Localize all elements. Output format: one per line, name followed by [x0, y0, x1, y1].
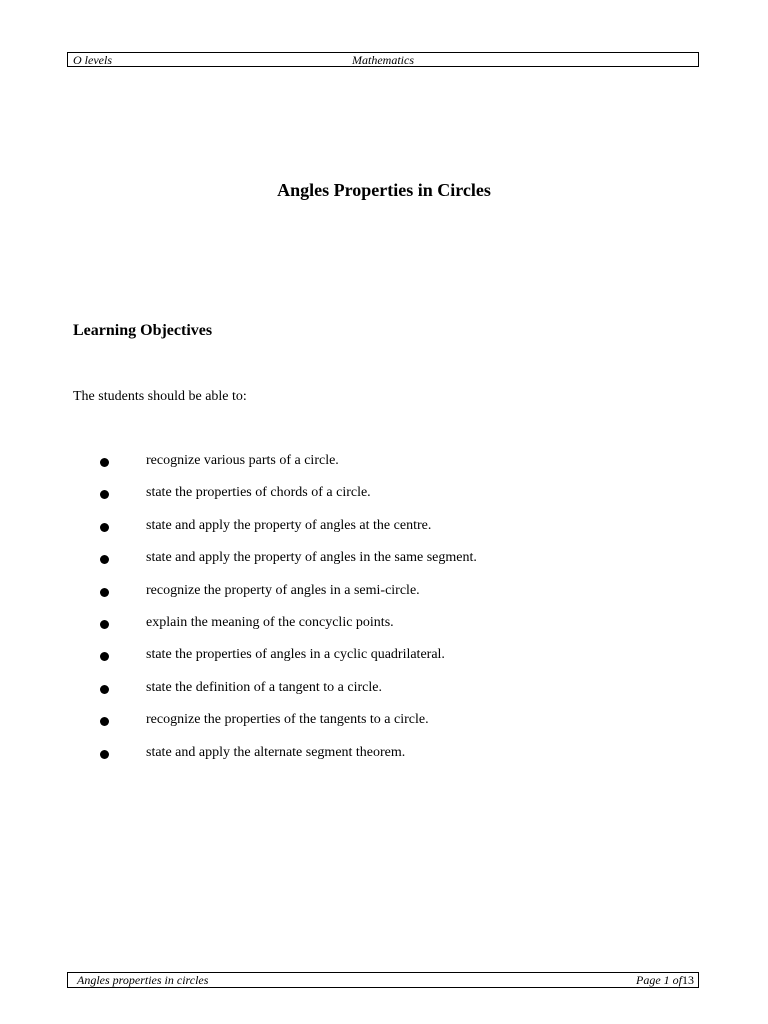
- document-title: Angles Properties in Circles: [277, 180, 491, 200]
- bullet-icon: [100, 458, 109, 467]
- list-item: [0, 518, 768, 550]
- objective-text: explain the meaning of the concyclic points.: [146, 614, 394, 630]
- list-item: [0, 453, 768, 485]
- intro-text: The students should be able to:: [73, 389, 247, 404]
- page-number: [636, 973, 694, 987]
- bullet-icon: [100, 750, 109, 759]
- bullet-icon: [100, 490, 109, 499]
- objective-text: recognize the property of angles in a semi-circle.: [146, 582, 420, 598]
- list-item: [0, 647, 768, 679]
- objectives-list: [0, 453, 768, 777]
- objective-text: state the properties of angles in a cyclic quadrilateral.: [146, 647, 445, 663]
- objective-text: state and apply the alternate segment theorem.: [146, 744, 406, 760]
- bullet-icon: [100, 717, 109, 726]
- objective-text: state the properties of chords of a circle.: [146, 485, 371, 501]
- objective-text: state and apply the property of angles at the centre.: [146, 517, 432, 533]
- header-subject: Mathematics: [352, 53, 414, 67]
- list-item: [0, 680, 768, 712]
- objective-text: recognize the properties of the tangents to a circle.: [146, 712, 429, 728]
- page-footer: [67, 972, 699, 988]
- page-total: 13: [682, 973, 694, 987]
- header-level: O levels: [73, 53, 112, 67]
- objective-text: state and apply the property of angles in the same segment.: [146, 550, 477, 566]
- bullet-icon: [100, 620, 109, 629]
- objective-text: state the definition of a tangent to a circle.: [146, 679, 382, 695]
- bullet-icon: [100, 588, 109, 597]
- bullet-icon: [100, 523, 109, 532]
- list-item: [0, 583, 768, 615]
- footer-title: Angles properties in circles: [77, 973, 209, 987]
- list-item: [0, 745, 768, 777]
- list-item: [0, 550, 768, 582]
- list-item: [0, 485, 768, 517]
- bullet-icon: [100, 685, 109, 694]
- list-item: [0, 615, 768, 647]
- bullet-icon: [100, 652, 109, 661]
- page-number-label: Page 1 of: [636, 973, 682, 987]
- bullet-icon: [100, 555, 109, 564]
- list-item: [0, 712, 768, 744]
- page-header: [67, 52, 699, 67]
- objective-text: recognize various parts of a circle.: [146, 453, 339, 468]
- section-heading: Learning Objectives: [73, 322, 213, 339]
